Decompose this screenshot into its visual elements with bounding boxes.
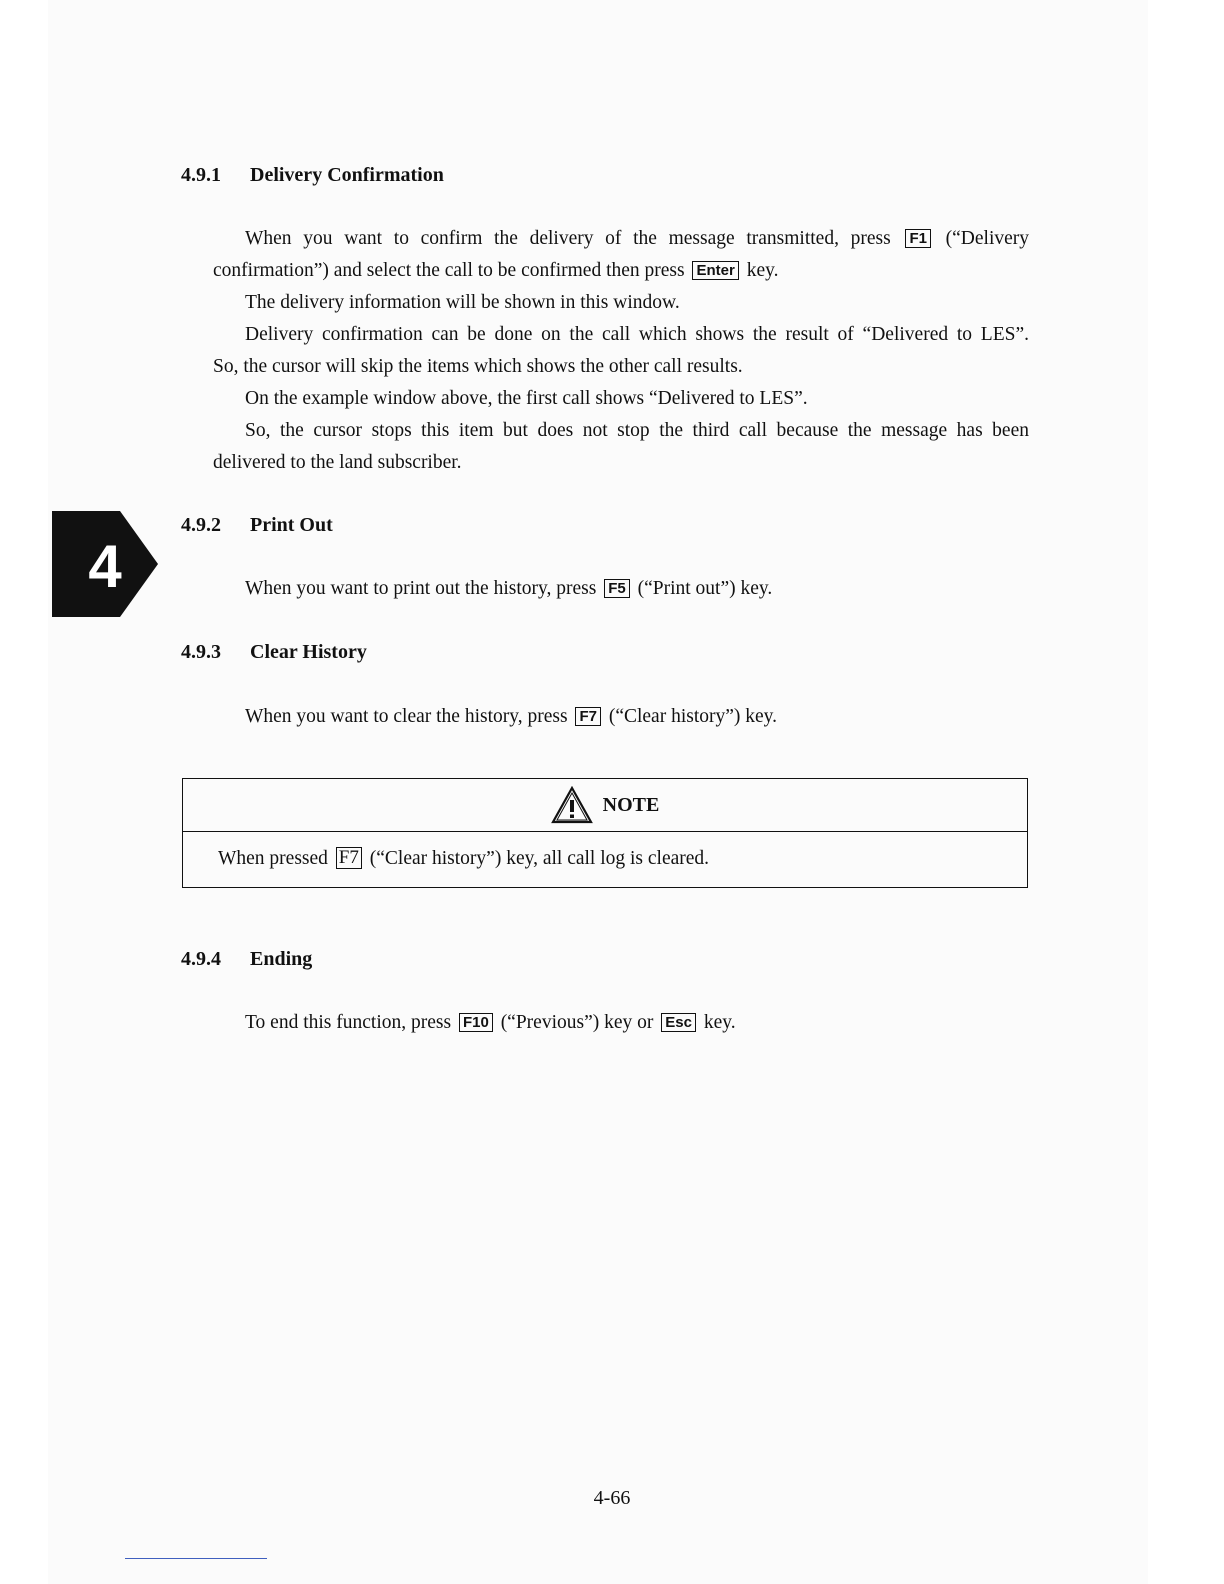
paragraph-line: delivered to the land subscriber. (213, 452, 462, 473)
paragraph-line: So, the cursor stops this item but does not stop the third call because the message has been (245, 420, 1029, 441)
note-body (183, 832, 1027, 886)
paragraph-line (213, 223, 1029, 255)
text-run: When you want to print out the history, press (245, 578, 597, 599)
chapter-tab-label: 4 (88, 533, 122, 600)
text-run: When you want to confirm the delivery of the message transmitted, press (245, 228, 891, 249)
paragraph-line (245, 573, 772, 605)
print-out-text (245, 573, 772, 605)
esc-key: Esc (661, 1013, 696, 1032)
paragraph-line: So, the cursor will skip the items which shows the other call results. (213, 356, 743, 377)
paragraph-line: On the example window above, the first call shows “Delivered to LES”. (245, 388, 808, 409)
section-heading-print-out (181, 514, 333, 537)
text-run: To end this function, press (245, 1012, 452, 1033)
text-run: When you want to clear the history, press (245, 706, 568, 727)
section-number: 4.9.1 (181, 164, 221, 186)
f1-key: F1 (905, 229, 931, 248)
note-header (183, 779, 1027, 832)
text-run: (“Delivery (945, 228, 1030, 249)
text-run: (“Clear history”) key, all call log is cleared. (369, 848, 710, 869)
f7-key: F7 (575, 707, 601, 726)
section-title: Clear History (250, 641, 367, 663)
delivery-confirmation-text (213, 223, 1029, 479)
text-run: When pressed (218, 848, 328, 869)
section-heading-ending (181, 948, 312, 971)
f5-key: F5 (604, 579, 630, 598)
section-heading-clear-history (181, 641, 367, 664)
paragraph-line (213, 255, 1029, 287)
section-title: Ending (250, 948, 313, 970)
ending-text (245, 1007, 736, 1039)
enter-key: Enter (692, 261, 738, 280)
note-box (182, 778, 1028, 888)
f7-key: F7 (336, 847, 362, 869)
f10-key: F10 (459, 1013, 493, 1032)
clear-history-text (245, 701, 777, 733)
text-run: (“Clear history”) key. (608, 706, 778, 727)
text-run: (“Previous”) key or (500, 1012, 654, 1033)
text-run: key. (746, 260, 779, 281)
text-run: (“Print out”) key. (637, 578, 773, 599)
paragraph-line: Delivery confirmation can be done on the call which shows the result of “Delivered to LES”. (245, 324, 1029, 345)
chapter-tab (52, 511, 158, 617)
page-number: 4-66 (593, 1487, 631, 1509)
section-number: 4.9.3 (181, 641, 221, 663)
section-title: Delivery Confirmation (250, 164, 444, 186)
text-run: confirmation”) and select the call to be confirmed then press (213, 260, 685, 281)
text-run: key. (703, 1012, 736, 1033)
note-title: NOTE (602, 793, 660, 816)
paragraph-line (245, 1007, 736, 1039)
paragraph-line (245, 701, 777, 733)
section-number: 4.9.4 (181, 948, 221, 970)
section-number: 4.9.2 (181, 514, 221, 536)
section-heading-delivery-confirmation (181, 164, 444, 187)
warning-icon (551, 786, 593, 824)
section-title: Print Out (250, 514, 333, 536)
footer-rule (125, 1558, 267, 1559)
paragraph-line: The delivery information will be shown in this window. (245, 292, 680, 313)
